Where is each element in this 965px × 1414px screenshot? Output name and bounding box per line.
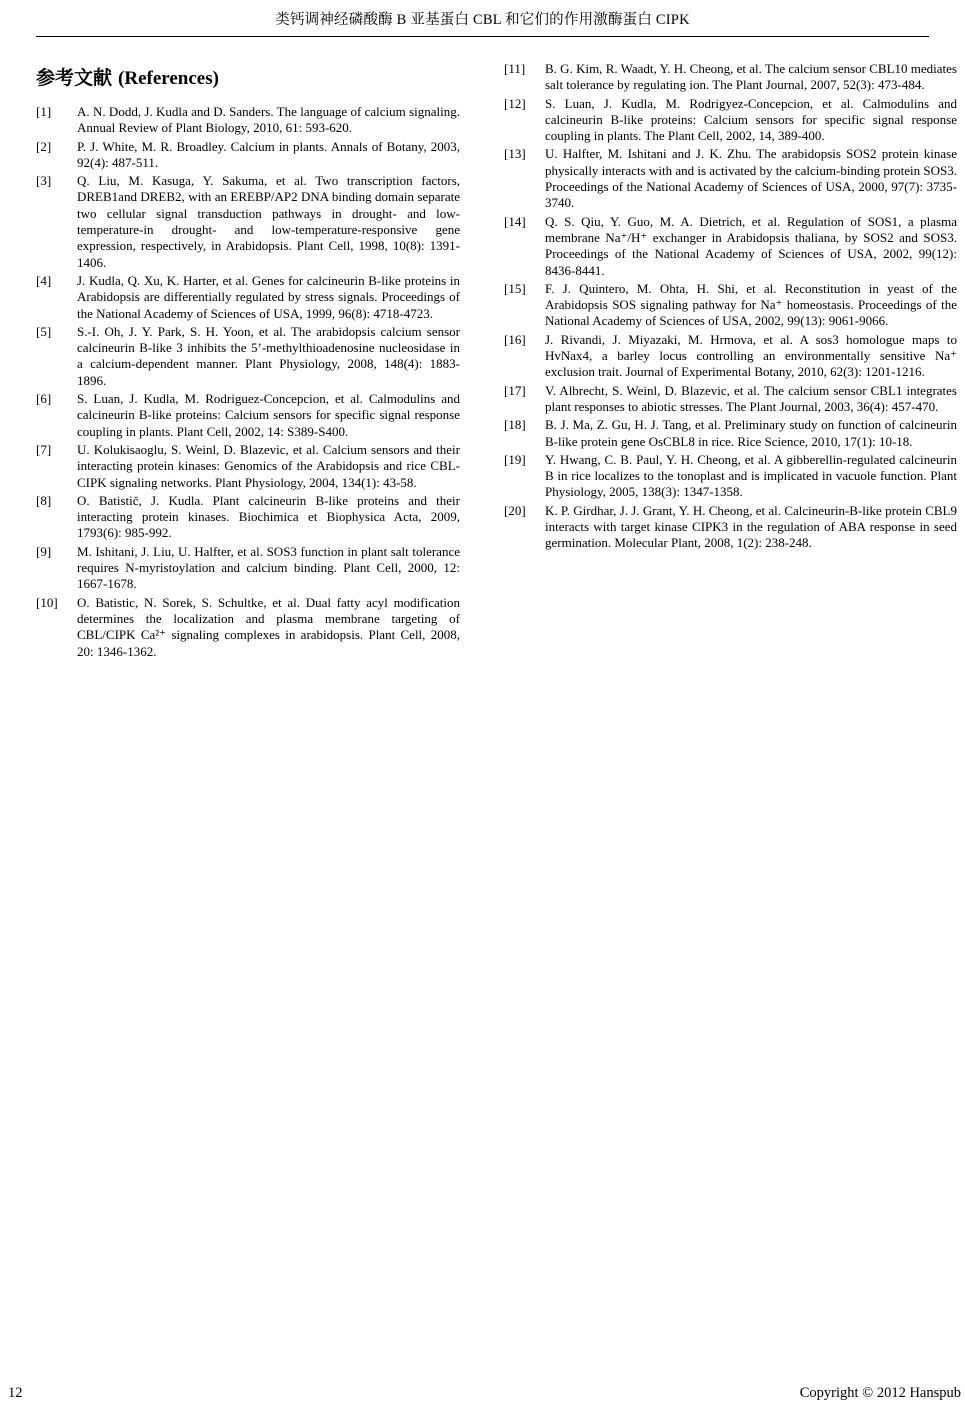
reference-item bbox=[36, 173, 460, 271]
reference-item bbox=[504, 417, 957, 450]
reference-text: B. G. Kim, R. Waadt, Y. H. Cheong, et al. The calcium sensor CBL10 mediates salt tolerance by regulating ion. The Plant Journal, 2007, 52(3): 473-484. bbox=[545, 61, 957, 93]
reference-item bbox=[36, 139, 460, 172]
reference-text: A. N. Dodd, J. Kudla and D. Sanders. The language of calcium signaling. Annual Review of Plant Biology, 2010, 61: 593-620. bbox=[77, 104, 460, 136]
reference-item bbox=[36, 104, 460, 137]
reference-text: O. Batistic, N. Sorek, S. Schultke, et al. Dual fatty acyl modification determines the localization and plasma membrane targeting of CBL/CIPK Ca²⁺ signaling complexes in arabidopsis. Plant Cell, 2008, 20: 1346-1362. bbox=[77, 594, 460, 659]
page-number: 12 bbox=[8, 1385, 23, 1401]
reference-number: [3] bbox=[36, 173, 52, 189]
reference-item bbox=[36, 324, 460, 389]
running-header-text: 类钙调神经磷酸酶 B 亚基蛋白 CBL 和它们的作用激酶蛋白 CIPK bbox=[275, 12, 690, 28]
reference-item bbox=[504, 146, 957, 211]
left-column bbox=[36, 61, 460, 662]
reference-number: [12] bbox=[504, 95, 526, 111]
page-footer bbox=[8, 1385, 961, 1402]
reference-text: P. J. White, M. R. Broadley. Calcium in plants. Annals of Botany, 2003, 92(4): 487-511. bbox=[77, 138, 460, 170]
reference-number: [13] bbox=[504, 146, 526, 162]
reference-text: M. Ishitani, J. Liu, U. Halfter, et al. SOS3 function in plant salt tolerance requires N-myristoylation and calcium binding. Plant Cell, 2000, 12: 1667-1678. bbox=[77, 543, 460, 592]
reference-text: B. J. Ma, Z. Gu, H. J. Tang, et al. Preliminary study on function of calcineurin B-like protein gene OsCBL8 in rice. Rice Science, 2010, 17(1): 10-18. bbox=[545, 417, 957, 449]
reference-text: K. P. Girdhar, J. J. Grant, Y. H. Cheong, et al. Calcineurin-B-like protein CBL9 interacts with target kinase CIPK3 in the regulation of ABA response in seed germination. Molecular Plant, 2008, 1(2): 238-248. bbox=[545, 502, 957, 551]
reference-text: J. Kudla, Q. Xu, K. Harter, et al. Genes for calcineurin B-like proteins in Arabidopsis are differentially regulated by stress signals. Proceedings of the National Academy of Sciences of USA, 1999, 96(8): 4718-4723. bbox=[77, 272, 460, 321]
two-column-layout bbox=[0, 37, 965, 662]
reference-text: S.-I. Oh, J. Y. Park, S. H. Yoon, et al. The arabidopsis calcium sensor calcineurin B-like 3 inhibits the 5’-methylthioadenosine nucleosidase in a calcium-dependent manner. Plant Physiology, 2008, 148(4): 1883-1896. bbox=[77, 323, 460, 388]
reference-number: [6] bbox=[36, 391, 52, 407]
reference-number: [16] bbox=[504, 331, 526, 347]
reference-item bbox=[36, 544, 460, 593]
reference-text: V. Albrecht, S. Weinl, D. Blazevic, et al. The calcium sensor CBL1 integrates plant responses to abiotic stresses. The Plant Journal, 2003, 36(4): 457-470. bbox=[545, 382, 957, 414]
reference-number: [15] bbox=[504, 280, 526, 296]
reference-number: [17] bbox=[504, 382, 526, 398]
running-header bbox=[0, 0, 965, 29]
reference-number: [14] bbox=[504, 213, 526, 229]
reference-text: F. J. Quintero, M. Ohta, H. Shi, et al. Reconstitution in yeast of the Arabidopsis SOS signaling pathway for Na⁺ homeostasis. Proceedings of the National Academy of Sciences of USA, 2002, 99(13): 9061-9066. bbox=[545, 280, 957, 329]
reference-number: [8] bbox=[36, 492, 52, 508]
reference-item bbox=[504, 96, 957, 145]
references-title-en: (References) bbox=[118, 68, 219, 89]
reference-item bbox=[504, 214, 957, 279]
reference-item bbox=[504, 452, 957, 501]
reference-item bbox=[504, 332, 957, 381]
reference-item bbox=[36, 391, 460, 440]
reference-item bbox=[504, 281, 957, 330]
reference-number: [5] bbox=[36, 323, 52, 339]
reference-text: U. Kolukisaoglu, S. Weinl, D. Blazevic, et al. Calcium sensors and their interacting protein kinases: Genomics of the Arabidopsis and rice CBL-CIPK signaling networks. Plant Physiology, 2004, 134(1): 43-58. bbox=[77, 441, 460, 490]
references-title-cn: 参考文献 bbox=[36, 68, 113, 89]
reference-item bbox=[504, 383, 957, 416]
reference-number: [7] bbox=[36, 441, 52, 457]
reference-number: [9] bbox=[36, 543, 52, 559]
reference-item bbox=[36, 273, 460, 322]
reference-number: [20] bbox=[504, 502, 526, 518]
reference-text: S. Luan, J. Kudla, M. Rodriguez-Concepcion, et al. Calmodulins and calcineurin B-like proteins: Calcium sensors for specific signal response coupling in plants. Plant Cell, 2002, 14: S389-S400. bbox=[77, 391, 460, 439]
copyright-notice: Copyright © 2012 Hanspub bbox=[799, 1385, 961, 1401]
reference-number: [2] bbox=[36, 138, 52, 154]
reference-item bbox=[504, 61, 957, 94]
reference-text: Q. Liu, M. Kasuga, Y. Sakuma, et al. Two transcription factors, DREB1and DREB2, with an EREBP/AP2 DNA binding domain separate two cellular signal transduction pathways in drought- and low-temperature-in drought- and low-temperature-responsive gene expression, respectively, in Arabidopsis. Plant Cell, 1998, 10(8): 1391-1406. bbox=[77, 173, 460, 270]
reference-text: J. Rivandi, J. Miyazaki, M. Hrmova, et al. A sos3 homologue maps to HvNax4, a barley locus controlling an environmentally sensitive Na⁺ exclusion trait. Journal of Experimental Botany, 2010, 62(3): 1201-1216. bbox=[545, 331, 957, 380]
reference-number: [4] bbox=[36, 272, 52, 288]
reference-item bbox=[36, 493, 460, 542]
reference-number: [1] bbox=[36, 104, 52, 119]
reference-item bbox=[36, 595, 460, 660]
reference-text: Y. Hwang, C. B. Paul, Y. H. Cheong, et al. A gibberellin-regulated calcineurin B in rice localizes to the tonoplast and is implicated in vacuole function. Plant Physiology, 2005, 138(3): 1347-1358. bbox=[545, 451, 957, 500]
reference-item bbox=[36, 442, 460, 491]
right-column bbox=[504, 61, 957, 554]
reference-text: O. Batistič, J. Kudla. Plant calcineurin B-like proteins and their interacting protein kinases. Biochimica et Biophysica Acta, 2009, 1793(6): 985-992. bbox=[77, 492, 460, 541]
reference-text: U. Halfter, M. Ishitani and J. K. Zhu. The arabidopsis SOS2 protein kinase physically interacts with and is activated by the calcium-binding protein SOS3. Proceedings of the National Academy of Sciences of USA, 2000, 97(7): 3735-3740. bbox=[545, 146, 957, 211]
reference-number: [19] bbox=[504, 451, 526, 467]
reference-text: Q. S. Qiu, Y. Guo, M. A. Dietrich, et al. Regulation of SOS1, a plasma membrane Na⁺/H⁺ exchanger in Arabidopsis thaliana, by SOS2 and SOS3. Proceedings of the National Academy of Sciences of USA, 2002, 99(12): 8436-8441. bbox=[545, 213, 957, 278]
references-title bbox=[36, 63, 460, 90]
reference-item bbox=[504, 503, 957, 552]
reference-number: [10] bbox=[36, 594, 58, 610]
reference-number: [11] bbox=[504, 61, 526, 76]
reference-number: [18] bbox=[504, 417, 526, 433]
reference-text: S. Luan, J. Kudla, M. Rodrigyez-Concepcion, et al. Calmodulins and calcineurin B-like proteins: Calcium sensors for specific signal response coupling in plants. The Plant Cell, 2002, 14, 389-400. bbox=[545, 95, 957, 144]
